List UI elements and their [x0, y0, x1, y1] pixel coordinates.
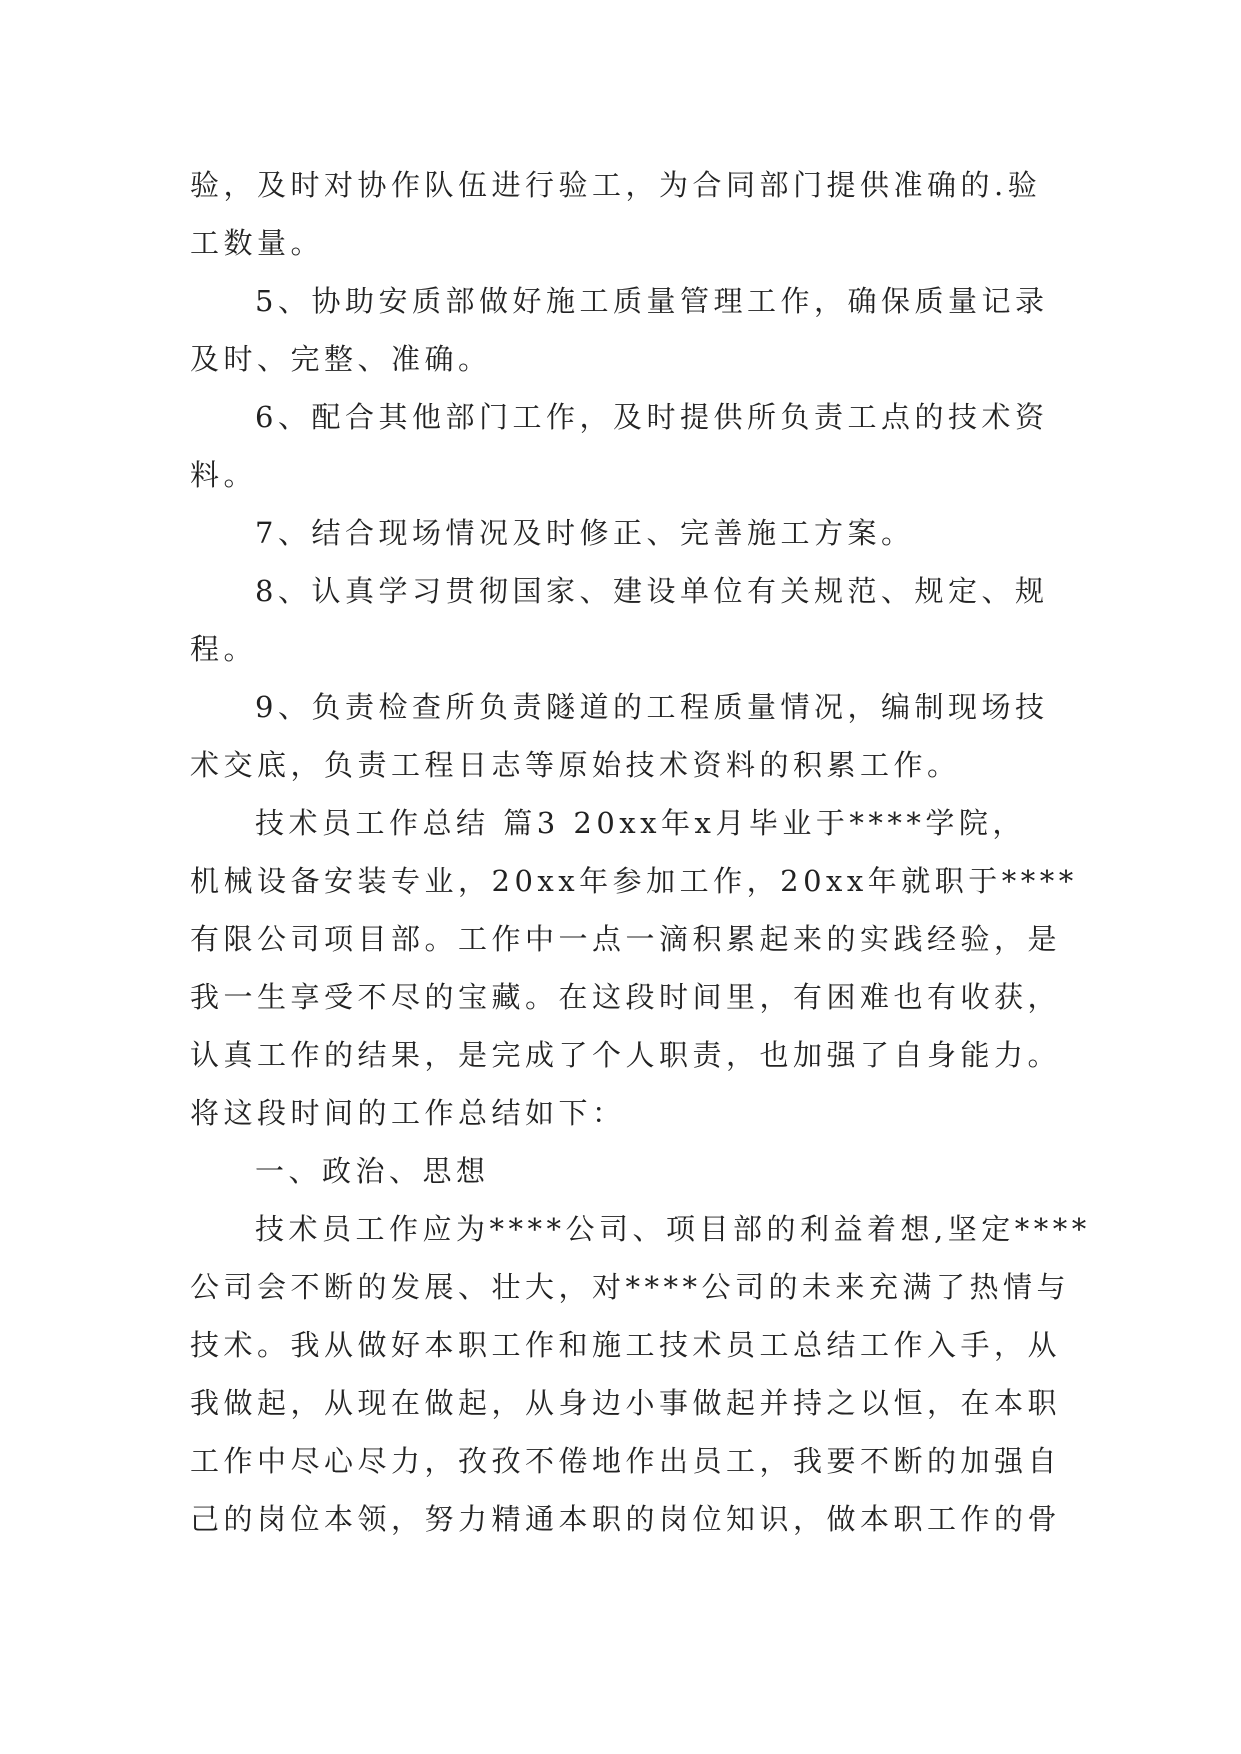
list-item-6: 6、配合其他部门工作，及时提供所负责工点的技术资: [255, 400, 1049, 434]
section-heading-line: 技术员工作总结 篇3 20xx年x月毕业于****学院，: [255, 806, 1026, 840]
text-line: 将这段时间的工作总结如下：: [190, 1096, 626, 1130]
text-line: 验，及时对协作队伍进行验工，为合同部门提供准确的.验: [190, 168, 1042, 202]
list-item-9: 9、负责检查所负责隧道的工程质量情况，编制现场技: [255, 690, 1049, 724]
text-line: 认真工作的结果，是完成了个人职责，也加强了自身能力。: [190, 1038, 1062, 1072]
text-line: 及时、完整、准确。: [190, 342, 492, 376]
text-line: 公司会不断的发展、壮大，对****公司的未来充满了热情与: [190, 1270, 1071, 1304]
list-item-7: 7、结合现场情况及时修正、完善施工方案。: [255, 516, 915, 550]
text-line: 技术。我从做好本职工作和施工技术员工总结工作入手，从: [190, 1328, 1062, 1362]
text-line: 机械设备安装专业，20xx年参加工作，20xx年就职于****: [190, 864, 1078, 898]
text-line: 工作中尽心尽力，孜孜不倦地作出员工，我要不断的加强自: [190, 1444, 1062, 1478]
subsection-heading: 一、政治、思想: [255, 1154, 490, 1188]
text-line: 有限公司项目部。工作中一点一滴积累起来的实践经验，是: [190, 922, 1062, 956]
list-item-8: 8、认真学习贯彻国家、建设单位有关规范、规定、规: [255, 574, 1049, 608]
list-item-5: 5、协助安质部做好施工质量管理工作，确保质量记录: [255, 284, 1049, 318]
text-line: 料。: [190, 458, 258, 492]
text-line: 我一生享受不尽的宝藏。在这段时间里，有困难也有收获，: [190, 980, 1062, 1014]
text-line: 术交底，负责工程日志等原始技术资料的积累工作。: [190, 748, 961, 782]
text-line: 技术员工作应为****公司、项目部的利益着想,坚定****: [255, 1212, 1091, 1246]
text-line: 己的岗位本领，努力精通本职的岗位知识，做本职工作的骨: [190, 1502, 1062, 1536]
text-line: 工数量。: [190, 226, 325, 260]
text-line: 程。: [190, 632, 258, 666]
text-line: 我做起，从现在做起，从身边小事做起并持之以恒，在本职: [190, 1386, 1062, 1420]
